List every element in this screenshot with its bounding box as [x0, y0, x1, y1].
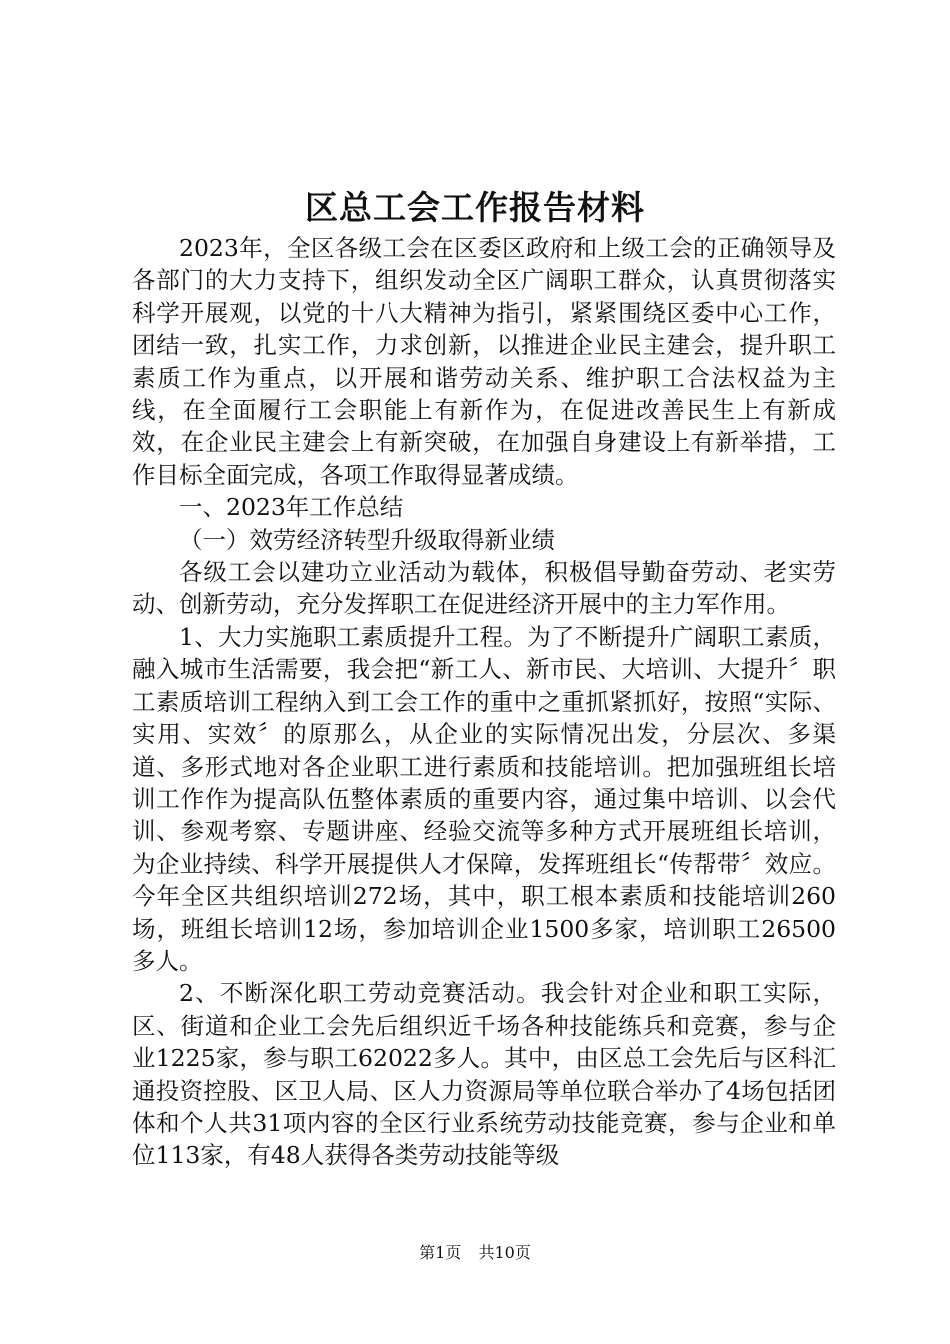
- page-footer: [0, 1243, 950, 1263]
- subsection-heading: （一）效劳经济转型升级取得新业绩: [179, 525, 555, 554]
- paragraph: 1、大力实施职工素质提升工程。为了不断提升广阔职工素质，融入城市生活需要，我会把“新工人、新市民、大培训、大提升〞职工素质培训工程纳入到工会工作的重中之重抓紧抓好，按照“实际、实用、实效〞的原那么，从企业的实际情况出发，分层次、多渠道、多形式地对各企业职工进行素质和技能培训。把加强班组长培训工作作为提高队伍整体素质的重要内容，通过集中培训、以会代训、参观考察、专题讲座、经验交流等多种方式开展班组长培训，为企业持续、科学开展提供人才保障，发挥班组长“传帮带〞效应。今年全区共组织培训272场，其中，职工根本素质和技能培训260场，班组长培训12场，参加培训企业1500多家，培训职工26500多人。: [132, 622, 836, 975]
- page-number: 第1页: [419, 1243, 462, 1262]
- section-heading: 一、2023年工作总结: [179, 493, 404, 522]
- paragraph: 各级工会以建功立业活动为载体，积极倡导勤奋劳动、老实劳动、创新劳动，充分发挥职工在促进经济开展中的主力军作用。: [132, 558, 836, 619]
- document-body: [132, 232, 836, 1172]
- paragraph: 2、不断深化职工劳动竞赛活动。我会针对企业和职工实际，区、街道和企业工会先后组织近千场各种技能练兵和竞赛，参与企业1225家，参与职工62022多人。其中，由区总工会先后与区科汇通投资控股、区卫人局、区人力资源局等单位联合举办了4场包括团体和个人共31项内容的全区行业系统劳动技能竞赛，参与企业和单位113家，有48人获得各类劳动技能等级: [132, 979, 836, 1170]
- document-title: 区总工会工作报告材料: [305, 188, 645, 227]
- page-total: 共10页: [478, 1243, 531, 1262]
- paragraph-intro: 2023年，全区各级工会在区委区政府和上级工会的正确领导及各部门的大力支持下，组织发动全区广阔职工群众，认真贯彻落实科学开展观，以党的十八大精神为指引，紧紧围绕区委中心工作，团结一致，扎实工作，力求创新，以推进企业民主建会，提升职工素质工作为重点，以开展和谐劳动关系、维护职工合法权益为主线，在全面履行工会职能上有新作为，在促进改善民生上有新成效，在企业民主建会上有新突破，在加强自身建设上有新举措，工作目标全面完成，各项工作取得显著成绩。: [132, 234, 836, 489]
